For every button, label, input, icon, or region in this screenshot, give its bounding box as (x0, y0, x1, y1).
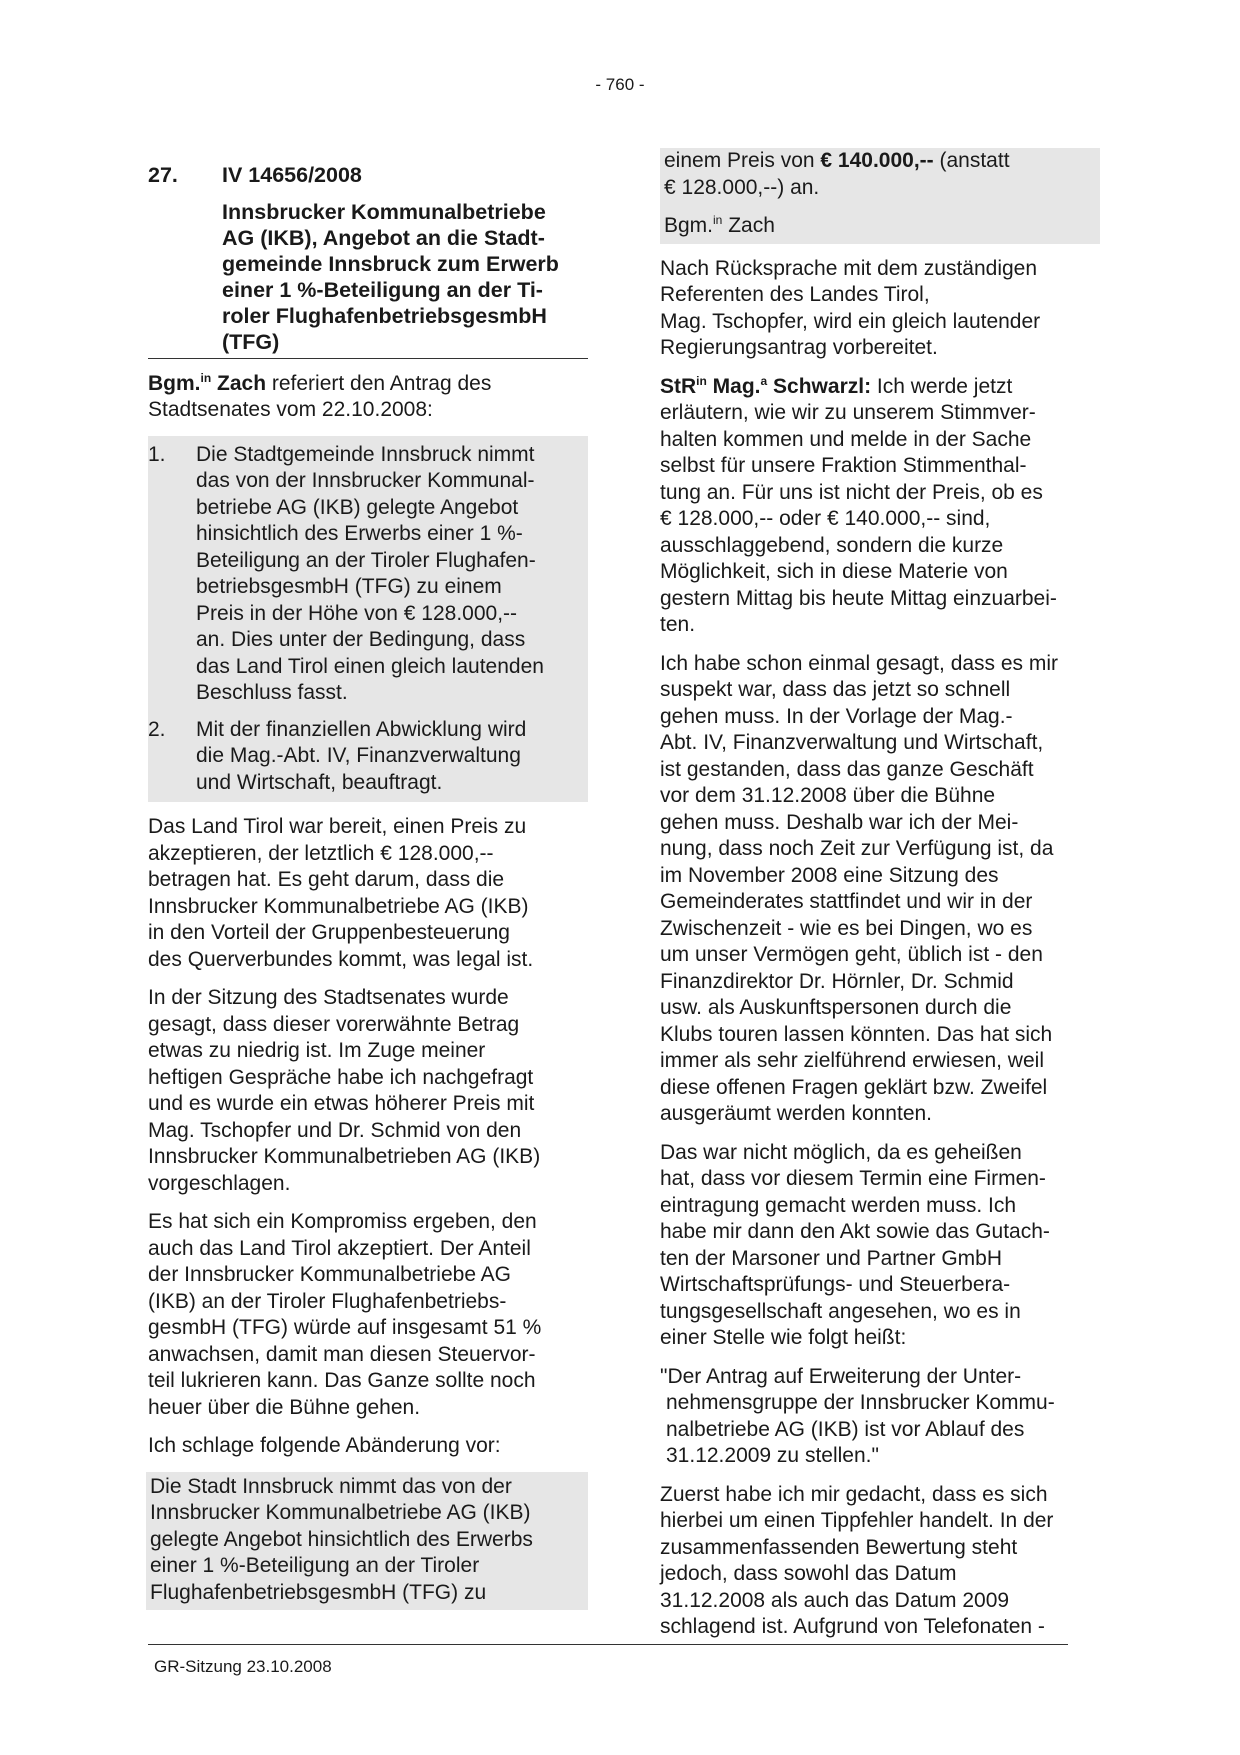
title-line: AG (IKB), Angebot an die Stadt- (222, 225, 545, 250)
text-line: gehen muss. In der Vorlage der Mag.- (660, 704, 1013, 728)
paragraph (148, 985, 588, 1197)
page-number: - 760 - (595, 75, 645, 94)
text-line: Mit der finanziellen Abwicklung wird (196, 717, 527, 741)
text-line: hinsichtlich des Erwerbs einer 1 %- (196, 522, 523, 545)
text-line: diese offenen Fragen geklärt bzw. Zweifel (660, 1075, 1048, 1099)
text-line: etwas zu niedrig ist. Im Zuge meiner (148, 1039, 486, 1062)
text-line: referiert den Antrag des (271, 371, 492, 395)
text-line: hierbei um einen Tippfehler handelt. In der (660, 1509, 1054, 1532)
text-line: habe mir dann den Akt sowie das Gutach- (660, 1220, 1050, 1243)
amendment-box (146, 1472, 588, 1611)
paragraph (148, 814, 588, 973)
motion-item-text (196, 442, 544, 707)
motion-item-text (196, 717, 526, 797)
text-line: Beteiligung an der Tiroler Flughafen- (196, 548, 536, 572)
text-line: einer Stelle wie folgt heißt: (660, 1326, 907, 1349)
text-line: Preis in der Höhe von € 128.000,-- (196, 601, 518, 625)
text-line: um unser Vermögen geht, üblich ist - den (660, 943, 1043, 966)
paragraph (148, 1209, 588, 1421)
text-line: an. Dies unter der Bedingung, dass (196, 628, 526, 651)
text-line: betriebsgesmbH (TFG) zu einem (196, 575, 502, 598)
text-line: usw. als Auskunftspersonen durch die (660, 996, 1012, 1019)
text-line: Mag. Tschopfer, wird ein gleich lautender (660, 309, 1041, 333)
amendment-continued-box (660, 148, 1100, 244)
paragraph (660, 651, 1100, 1128)
text-line: und es wurde ein etwas höherer Preis mit (148, 1092, 535, 1115)
text-fragment: Ich werde jetzt (871, 374, 1013, 398)
text-line: Möglichkeit, sich in diese Materie von (660, 560, 1008, 583)
text-line: (IKB) an der Tiroler Flughafenbetriebs- (148, 1289, 507, 1313)
text-line: 31.12.2009 zu stellen." (666, 1444, 879, 1467)
text-line: nung, dass noch Zeit zur Verfügung ist, da (660, 837, 1054, 860)
text-line: Die Stadtgemeinde Innsbruck nimmt (196, 442, 535, 466)
text-line: ten der Marsoner und Partner GmbH (660, 1246, 1002, 1270)
text-line: tungsgesellschaft angesehen, wo es in (660, 1299, 1021, 1323)
text-line: betragen hat. Es geht darum, dass die (148, 868, 505, 891)
speaker-title: Bgm. (148, 371, 201, 395)
mover-name: Zach (722, 214, 775, 237)
motion-list (148, 436, 588, 803)
text-line: erläutern, wie wir zu unserem Stimmver- (660, 401, 1036, 424)
text-line: des Querverbundes kommt, was legal ist. (148, 947, 534, 971)
mover-title: Bgm. (664, 214, 714, 237)
text-line: 31.12.2008 als auch das Datum 2009 (660, 1588, 1010, 1612)
agenda-item-heading (148, 162, 588, 189)
footer: GR-Sitzung 23.10.2008 (154, 1657, 332, 1676)
text-line: Regierungsantrag vorbereitet. (660, 336, 938, 359)
text-line: akzeptieren, der letztlich € 128.000,-- (148, 841, 494, 865)
text-line: in den Vorteil der Gruppenbesteuerung (148, 921, 510, 944)
motion-item-number: 1. (148, 442, 166, 466)
text-line (664, 148, 1096, 175)
text-fragment: einem Preis von (664, 149, 821, 172)
paragraph (148, 1433, 588, 1460)
text-line: gehen muss. Deshalb war ich der Mei- (660, 810, 1019, 834)
text-line: einer 1 %-Beteiligung an der Tiroler (150, 1554, 480, 1577)
paragraph (660, 1140, 1100, 1352)
title-line: (TFG) (222, 329, 280, 354)
agenda-item-number: 27. (148, 163, 178, 187)
speaker-part: Mag. (706, 374, 761, 398)
mover-line (664, 213, 1096, 240)
speaker-sup: a (760, 373, 768, 388)
text-line: € 128.000,--) an. (664, 175, 820, 199)
agenda-item-reference: IV 14656/2008 (222, 163, 362, 187)
title-line: einer 1 %-Beteiligung an der Ti- (222, 277, 543, 302)
footer-divider (148, 1644, 1068, 1645)
text-line: Wirtschaftsprüfungs- und Steuerbera- (660, 1273, 1011, 1296)
text-line: im November 2008 eine Sitzung des (660, 863, 999, 887)
text-line: Es hat sich ein Kompromiss ergeben, den (148, 1210, 537, 1233)
text-line: teil lukrieren kann. Das Ganze sollte noch (148, 1369, 536, 1392)
text-line: zusammenfassenden Bewertung steht (660, 1535, 1018, 1559)
left-column (148, 162, 588, 1610)
text-line: gesagt, dass dieser vorerwähnte Betrag (148, 1012, 520, 1036)
text-line: der Innsbrucker Kommunalbetriebe AG (148, 1263, 512, 1286)
text-line: nalbetriebe AG (IKB) ist vor Ablauf des (666, 1417, 1025, 1441)
agenda-item-header (148, 162, 588, 359)
text-line: Gemeinderates stattfindet und wir in der (660, 890, 1033, 913)
mover-title-sup: in (713, 213, 723, 227)
right-column (660, 148, 1100, 1653)
speech-paragraph (660, 374, 1100, 639)
motion-item (148, 442, 582, 707)
text-line: Innsbrucker Kommunalbetrieben AG (IKB) (148, 1145, 541, 1168)
text-line: heftigen Gespräche habe ich nachgefragt (148, 1065, 534, 1089)
text-line: Ich habe schon einmal gesagt, dass es mir (660, 651, 1059, 675)
text-line: In der Sitzung des Stadtsenates wurde (148, 986, 509, 1009)
text-line: jedoch, dass sowohl das Datum (660, 1562, 957, 1585)
text-line: Abt. IV, Finanzverwaltung und Wirtschaft, (660, 731, 1044, 754)
text-line: ausgeräumt werden konnten. (660, 1102, 933, 1125)
text-line: und Wirtschaft, beauftragt. (196, 770, 443, 794)
text-line: ausschlaggebend, sondern die kurze (660, 533, 1004, 557)
text-line: Zwischenzeit - wie es bei Dingen, wo es (660, 916, 1033, 940)
text-line: halten kommen und melde in der Sache (660, 427, 1032, 451)
paragraph (660, 1482, 1100, 1641)
speaker-title-sup: in (200, 370, 212, 385)
text-line: € 128.000,-- oder € 140.000,-- sind, (660, 507, 991, 530)
speaker-name: Zach (217, 371, 267, 395)
text-line: betriebe AG (IKB) gelegte Angebot (196, 495, 519, 519)
text-line: gesmbH (TFG) würde auf insgesamt 51 % (148, 1316, 542, 1339)
text-line: Das Land Tirol war bereit, einen Preis zu (148, 815, 527, 838)
text-line: Nach Rücksprache mit dem zuständigen (660, 256, 1038, 280)
text-line: eintragung gemacht werden muss. Ich (660, 1193, 1017, 1217)
text-line: vorgeschlagen. (148, 1171, 291, 1195)
text-line: vor dem 31.12.2008 über die Bühne (660, 784, 996, 807)
speaker-sup: in (696, 373, 707, 388)
text-line: schlagend ist. Aufgrund von Telefonaten - (660, 1615, 1045, 1638)
text-line: "Der Antrag auf Erweiterung der Unter- (660, 1364, 1022, 1388)
title-line: Innsbrucker Kommunalbetriebe (222, 199, 546, 224)
text-line: Referenten des Landes Tirol, (660, 283, 930, 306)
text-line: Zuerst habe ich mir gedacht, dass es sich (660, 1482, 1048, 1506)
motion-item (148, 717, 582, 797)
agenda-item-title (222, 199, 588, 355)
text-line: gelegte Angebot hinsichtlich des Erwerbs (150, 1527, 533, 1551)
text-line: selbst für unsere Fraktion Stimmenthal- (660, 454, 1027, 477)
quotation (660, 1364, 1100, 1470)
text-line: die Mag.-Abt. IV, Finanzverwaltung (196, 744, 521, 767)
speaker-label (660, 375, 871, 398)
text-line: suspekt war, dass das jetzt so schnell (660, 678, 1011, 701)
title-line: roler FlughafenbetriebsgesmbH (222, 303, 547, 328)
text-line: Beschluss fasst. (196, 681, 348, 704)
text-line: Das war nicht möglich, da es geheißen (660, 1140, 1022, 1164)
speaker-part: Schwarzl: (767, 374, 872, 398)
text-line: ten. (660, 613, 696, 636)
speaker-part: StR (660, 374, 697, 398)
text-line: Mag. Tschopfer und Dr. Schmid von den (148, 1118, 522, 1142)
text-line: Stadtsenates vom 22.10.2008: (148, 398, 433, 421)
text-line: Finanzdirektor Dr. Hörnler, Dr. Schmid (660, 969, 1014, 993)
text-line: gestern Mittag bis heute Mittag einzuarbei- (660, 586, 1057, 610)
text-line: immer als sehr zielführend erwiesen, weil (660, 1049, 1044, 1072)
text-line: Die Stadt Innsbruck nimmt das von der (150, 1474, 512, 1498)
text-line: ist gestanden, dass das ganze Geschäft (660, 757, 1034, 781)
text-line: FlughafenbetriebsgesmbH (TFG) zu (150, 1580, 487, 1604)
text-line: Klubs touren lassen könnten. Das hat sich (660, 1022, 1053, 1046)
text-line: hat, dass vor diesem Termin eine Firmen- (660, 1167, 1046, 1190)
text-line: das Land Tirol einen gleich lautenden (196, 654, 544, 678)
text-line: tung an. Für uns ist nicht der Preis, ob es (660, 480, 1043, 504)
text-line: Innsbrucker Kommunalbetriebe AG (IKB) (150, 1501, 531, 1524)
text-line: Innsbrucker Kommunalbetriebe AG (IKB) (148, 894, 529, 918)
text-line: Ich schlage folgende Abänderung vor: (148, 1434, 501, 1457)
text-line: anwachsen, damit man diesen Steuervor- (148, 1342, 536, 1366)
text-line: auch das Land Tirol akzeptiert. Der Anteil (148, 1236, 531, 1260)
text-fragment: (anstatt (933, 149, 1010, 172)
intro-paragraph (148, 371, 588, 424)
title-line: gemeinde Innsbruck zum Erwerb (222, 251, 559, 276)
text-line: nehmensgruppe der Innsbrucker Kommu- (666, 1391, 1055, 1414)
text-line: das von der Innsbrucker Kommunal- (196, 469, 535, 492)
text-line: heuer über die Bühne gehen. (148, 1395, 421, 1419)
motion-item-number: 2. (148, 717, 166, 741)
paragraph (660, 256, 1100, 362)
amended-price: € 140.000,-- (820, 149, 934, 172)
